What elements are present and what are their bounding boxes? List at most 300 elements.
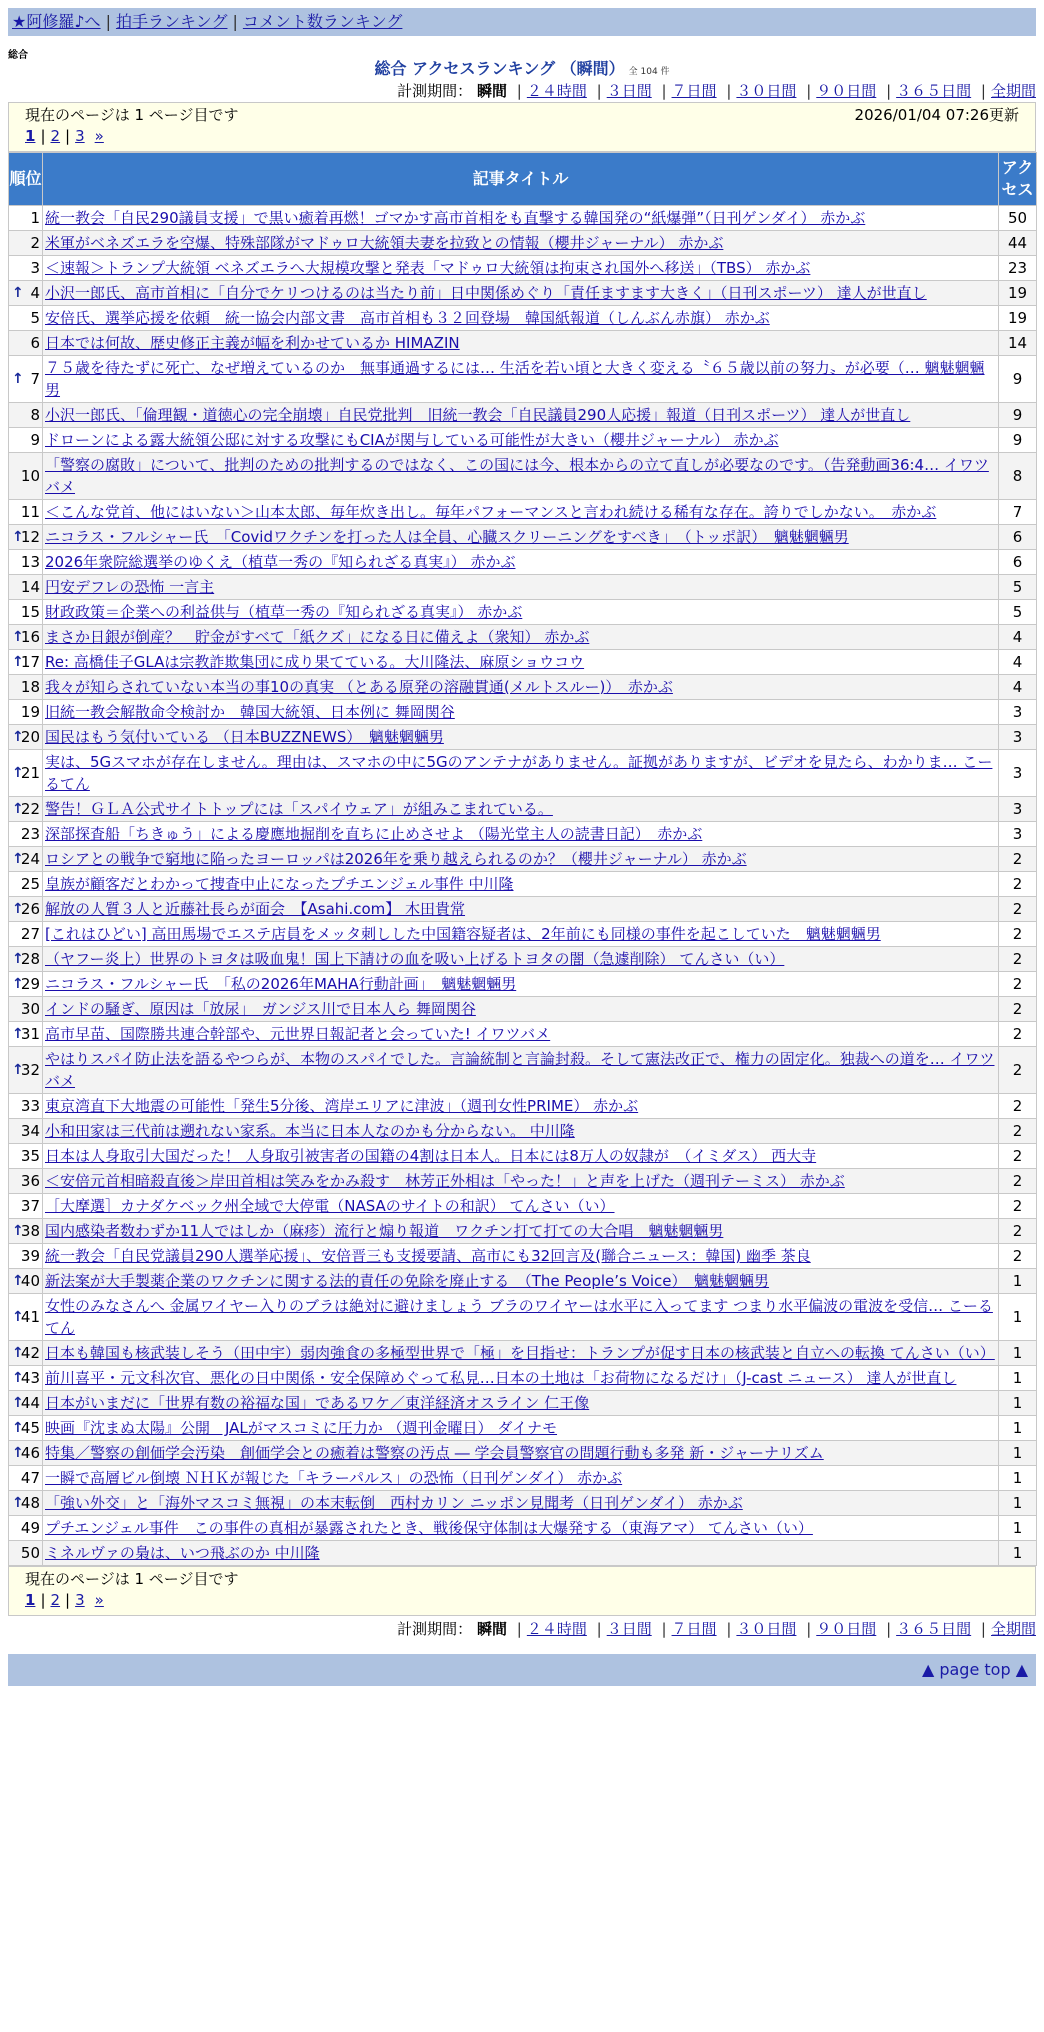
period-link-90d[interactable]: ９０日間: [816, 1620, 877, 1638]
article-title-link[interactable]: ミネルヴァの梟は、いつ飛ぶのか 中川隆: [45, 1544, 320, 1562]
table-row: [9, 1144, 1037, 1169]
table-row: [9, 725, 1037, 750]
table-row: [9, 872, 1037, 897]
page-status: 現在のページは 1 ページ目です: [25, 106, 239, 124]
rank-cell: [9, 1391, 43, 1416]
period-link-all[interactable]: 全期間: [990, 82, 1036, 100]
period-link-365d[interactable]: ３６５日間: [896, 1620, 972, 1638]
access-count: 2: [999, 1094, 1037, 1119]
up-arrow-icon: ↑: [12, 371, 24, 387]
period-link-24h[interactable]: ２４時間: [526, 1620, 587, 1638]
title-cell: [43, 872, 999, 897]
title-cell: [43, 403, 999, 428]
title-cell: [43, 1219, 999, 1244]
title-cell: [43, 600, 999, 625]
article-title-link[interactable]: 日本も韓国も核武装しそう（田中宇）弱肉強食の多極型世界で「極」を目指せ：トランプが促す日本の核武装と自立への転換 てんさい（い）: [45, 1344, 995, 1362]
ranking-body: [9, 206, 1037, 1566]
rank-cell: [9, 897, 43, 922]
access-count: 6: [999, 550, 1037, 575]
article-title-link[interactable]: 映画『沈まぬ太陽』公開 JALがマスコミに圧力か （週刊金曜日） ダイナモ: [45, 1419, 558, 1437]
table-row: [9, 650, 1037, 675]
rank-number: 30: [20, 1000, 40, 1018]
access-count: 2: [999, 972, 1037, 997]
article-title-link[interactable]: 前川喜平・元文科次官、悪化の日中関係・安全保障めぐって私見…日本の土地は「お荷物になるだけ」（J-cast ニュース） 達人が世直し: [45, 1369, 957, 1387]
title-cell: [43, 453, 999, 500]
rank-cell: [9, 1244, 43, 1269]
article-title-link[interactable]: 新法案が大手製薬企業のワクチンに関する法的責任の免除を廃止する （The People’s Voice） 魑魅魍魎男: [45, 1272, 770, 1290]
title-cell: [43, 231, 999, 256]
up-arrow-icon: ↑: [12, 1062, 24, 1078]
rank-cell: [9, 575, 43, 600]
rank-number: 41: [20, 1308, 40, 1326]
title-cell: [43, 1169, 999, 1194]
title-cell: [43, 428, 999, 453]
up-arrow-icon: ↑: [12, 285, 24, 301]
access-count: 1: [999, 1541, 1037, 1566]
access-count: 9: [999, 428, 1037, 453]
article-title-link[interactable]: 我々が知らされていない本当の事10の真実 （とある原発の溶融貫通(メルトスルー)） 赤かぶ: [45, 678, 673, 696]
rank-cell: [9, 331, 43, 356]
rank-number: 43: [20, 1369, 40, 1387]
access-count: 3: [999, 700, 1037, 725]
access-count: 2: [999, 1047, 1037, 1094]
rank-number: 11: [20, 503, 40, 521]
article-title-link[interactable]: プチエンジェル事件 この事件の真相が暴露されたとき、戦後保守体制は大爆発する（東海アマ） てんさい（い）: [45, 1519, 813, 1537]
access-count: 3: [999, 797, 1037, 822]
rank-number: 2: [30, 234, 40, 252]
rank-cell: [9, 356, 43, 403]
table-row: [9, 750, 1037, 797]
title-cell: [43, 1366, 999, 1391]
article-title-link[interactable]: 解放の人質３人と近藤社長らが面会 【Asahi.com】 木田貴常: [45, 900, 466, 918]
article-title-link[interactable]: 統一教会「自民290議員支援」で黒い癒着再燃！ゴマかす高市首相をも直撃する韓国発の“紙爆弾”（日刊ゲンダイ） 赤かぶ: [45, 209, 866, 227]
rank-cell: [9, 1269, 43, 1294]
rank-cell: [9, 1169, 43, 1194]
article-title-link[interactable]: ロシアとの戦争で窮地に陥ったヨーロッパは2026年を乗り越えられるのか？（櫻井ジャーナル） 赤かぶ: [45, 850, 747, 868]
title-cell: [43, 281, 999, 306]
title-cell: [43, 1416, 999, 1441]
access-count: 8: [999, 453, 1037, 500]
article-title-link[interactable]: 円安デフレの恐怖 一言主: [45, 578, 215, 596]
rank-number: 17: [20, 653, 40, 671]
article-title-link[interactable]: 国内感染者数わずか11人ではしか（麻疹）流行と煽り報道 ワクチン打て打ての大合唱 魑魅魍魎男: [45, 1222, 724, 1240]
article-title-link[interactable]: （ヤフー炎上）世界のトヨタは吸血鬼！国上下請けの血を吸い上げるトヨタの闇（急遽削除） てんさい（い）: [45, 950, 785, 968]
access-count: 5: [999, 575, 1037, 600]
article-title-link[interactable]: 小和田家は三代前は遡れない家系。本当に日本人なのかも分からない。 中川隆: [45, 1122, 575, 1140]
rank-number: 45: [20, 1419, 40, 1437]
rank-cell: [9, 281, 43, 306]
access-count: 1: [999, 1466, 1037, 1491]
rank-number: 18: [20, 678, 40, 696]
title-cell: [43, 1341, 999, 1366]
title-cell: [43, 356, 999, 403]
rank-number: 8: [30, 406, 40, 424]
rank-number: 38: [20, 1222, 40, 1240]
total-count: 全 104 件: [628, 67, 670, 77]
period-label: 計測期間：: [397, 82, 473, 100]
article-title-link[interactable]: [これはひどい] 高田馬場でエステ店員をメッタ刺しした中国籍容疑者は、2年前にも同様の事件を起こしていた 魑魅魍魎男: [45, 925, 881, 943]
access-count: 2: [999, 1219, 1037, 1244]
rank-cell: [9, 1516, 43, 1541]
rank-cell: [9, 1491, 43, 1516]
table-row: [9, 600, 1037, 625]
access-count: 1: [999, 1341, 1037, 1366]
access-count: 2: [999, 922, 1037, 947]
rank-number: 40: [20, 1272, 40, 1290]
table-row: [9, 947, 1037, 972]
rank-number: 16: [20, 628, 40, 646]
up-arrow-icon: ↑: [12, 654, 24, 670]
article-title-link[interactable]: ニコラス・フルシャー氏 「私の2026年MAHA行動計画」 魑魅魍魎男: [45, 975, 517, 993]
page-link-1[interactable]: 1: [25, 127, 36, 145]
next-page-link[interactable]: »: [94, 127, 104, 145]
access-count: 1: [999, 1294, 1037, 1341]
title-cell: [43, 822, 999, 847]
table-row: [9, 1194, 1037, 1219]
up-arrow-icon: ↑: [12, 1420, 24, 1436]
period-current: 瞬間: [476, 82, 507, 100]
period-link-7d[interactable]: ７日間: [671, 82, 717, 100]
title-cell: [43, 1144, 999, 1169]
rank-number: 4: [30, 284, 40, 302]
up-arrow-icon: ↑: [12, 901, 24, 917]
rank-cell: [9, 700, 43, 725]
access-count: 23: [999, 256, 1037, 281]
table-row: [9, 575, 1037, 600]
nav-separator: |: [105, 12, 111, 31]
pager-top: 現在のページは 1 ページ目です 2026/01/04 07:26更新 1 | 2 | 3 »: [8, 102, 1036, 152]
access-count: 1: [999, 1491, 1037, 1516]
table-row: [9, 1341, 1037, 1366]
page-top-link[interactable]: ▲ page top ▲: [921, 1660, 1028, 1679]
rank-cell: [9, 1294, 43, 1341]
table-row: [9, 525, 1037, 550]
table-row: [9, 1516, 1037, 1541]
table-row: [9, 453, 1037, 500]
period-link-365d[interactable]: ３６５日間: [896, 82, 972, 100]
period-link-7d[interactable]: ７日間: [671, 1620, 717, 1638]
title-cell: [43, 1194, 999, 1219]
title-cell: [43, 1441, 999, 1466]
article-title-link[interactable]: 日本では何故、歴史修正主義が幅を利かせているか HIMAZIN: [45, 334, 460, 352]
rank-number: 21: [20, 764, 40, 782]
title-cell: [43, 1466, 999, 1491]
rank-cell: [9, 725, 43, 750]
access-count: 3: [999, 750, 1037, 797]
article-title-link[interactable]: 東京湾直下大地震の可能性「発生5分後、湾岸エリアに津波」（週刊女性PRIME） 赤かぶ: [45, 1097, 639, 1115]
rank-cell: [9, 1541, 43, 1566]
article-title-link[interactable]: 米軍がベネズエラを空爆、特殊部隊がマドゥロ大統領夫妻を拉致との情報（櫻井ジャーナル） 赤かぶ: [45, 234, 724, 252]
table-row: [9, 1466, 1037, 1491]
table-row: [9, 206, 1037, 231]
rank-number: 13: [20, 553, 40, 571]
up-arrow-icon: ↑: [12, 629, 24, 645]
access-count: 1: [999, 1269, 1037, 1294]
access-count: 3: [999, 822, 1037, 847]
access-count: 2: [999, 1244, 1037, 1269]
access-count: 1: [999, 1391, 1037, 1416]
rank-number: 37: [20, 1197, 40, 1215]
article-title-link[interactable]: 小沢一郎氏、高市首相に「自分でケリつけるのは当たり前」日中関係めぐり「責任ますます大きく」（日刊スポーツ） 達人が世直し: [45, 284, 927, 302]
table-row: [9, 847, 1037, 872]
title-cell: [43, 797, 999, 822]
access-count: 2: [999, 1119, 1037, 1144]
rank-number: 19: [20, 703, 40, 721]
access-count: 2: [999, 997, 1037, 1022]
title-cell: [43, 650, 999, 675]
period-link-3d[interactable]: ３日間: [606, 1620, 652, 1638]
title-cell: [43, 1491, 999, 1516]
table-row: [9, 625, 1037, 650]
title-cell: [43, 1269, 999, 1294]
title-cell: [43, 1516, 999, 1541]
table-row: [9, 1169, 1037, 1194]
title-cell: [43, 1047, 999, 1094]
rank-cell: [9, 625, 43, 650]
article-title-link[interactable]: ドローンによる露大統領公邸に対する攻撃にもCIAが関与している可能性が大きい（櫻井ジャーナル） 赤かぶ: [45, 431, 779, 449]
access-count: 5: [999, 600, 1037, 625]
rank-number: 31: [20, 1025, 40, 1043]
table-row: [9, 1269, 1037, 1294]
article-title-link[interactable]: 実は、5Gスマホが存在しません。理由は、スマホの中に5Gのアンテナがありません。証拠がありますが、ビデオを見たら、わかりま… こーるてん: [45, 753, 993, 793]
article-title-link[interactable]: インドの騒ぎ、原因は「放尿」 ガンジス川で日本人ら 舞岡関谷: [45, 1000, 476, 1018]
up-arrow-icon: ↑: [12, 1273, 24, 1289]
access-count: 2: [999, 1169, 1037, 1194]
rank-cell: [9, 600, 43, 625]
article-title-link[interactable]: 国民はもう気付いている （日本BUZZNEWS） 魑魅魍魎男: [45, 728, 444, 746]
rank-cell: [9, 675, 43, 700]
rank-cell: [9, 922, 43, 947]
title-cell: [43, 625, 999, 650]
article-title-link[interactable]: 特集／警察の創価学会汚染 創価学会との癒着は警察の汚点 ― 学会員警察官の問題行動も多発 新・ジャーナリズム: [45, 1444, 824, 1462]
access-header: アクセス: [999, 153, 1037, 206]
title-cell: [43, 1244, 999, 1269]
rank-number: 36: [20, 1172, 40, 1190]
article-title-link[interactable]: 女性のみなさんへ 金属ワイヤー入りのブラは絶対に避けましょう ブラのワイヤーは水平に入ってます つまり水平偏波の電波を受信… こーるてん: [45, 1297, 993, 1337]
title-cell: [43, 922, 999, 947]
table-row: [9, 1219, 1037, 1244]
page-link-3[interactable]: 3: [75, 127, 85, 145]
access-count: 2: [999, 872, 1037, 897]
rank-number: 32: [20, 1061, 40, 1079]
title-cell: [43, 675, 999, 700]
home-link[interactable]: ★阿修羅♪へ: [12, 12, 101, 31]
table-row: [9, 922, 1037, 947]
article-title-link[interactable]: 深部探査船「ちきゅう」による慶應地掘削を直ちに止めさせよ （陽光堂主人の読書日記） 赤かぶ: [45, 825, 703, 843]
rank-number: 6: [30, 334, 40, 352]
up-arrow-icon: ↑: [12, 1495, 24, 1511]
rank-cell: [9, 1466, 43, 1491]
table-row: [9, 1119, 1037, 1144]
title-cell: [43, 331, 999, 356]
table-row: [9, 675, 1037, 700]
article-title-link[interactable]: 統一教会「自民党議員290人選挙応援」、安倍晋三も支援要請、高市にも32回言及(聯合ニュース：韓国) 幽季 茶良: [45, 1247, 811, 1265]
table-row: [9, 1491, 1037, 1516]
article-title-link[interactable]: 財政政策＝企業への利益供与（植草一秀の『知られざる真実』） 赤かぶ: [45, 603, 523, 621]
access-count: 50: [999, 206, 1037, 231]
article-title-link[interactable]: 小沢一郎氏、「倫理観・道徳心の完全崩壊」自民党批判 旧統一教会「自民議員290人応援」報道（日刊スポーツ） 達人が世直し: [45, 406, 911, 424]
rank-cell: [9, 947, 43, 972]
rank-number: 5: [30, 309, 40, 327]
access-count: 9: [999, 403, 1037, 428]
table-row: [9, 822, 1037, 847]
table-row: [9, 428, 1037, 453]
comment-ranking-link[interactable]: コメント数ランキング: [242, 12, 403, 31]
title-cell: [43, 700, 999, 725]
article-title-link[interactable]: 「強い外交」と「海外マスコミ無視」の本末転倒 西村カリン ニッポン見聞考（日刊ゲンダイ） 赤かぶ: [45, 1494, 743, 1512]
article-title-link[interactable]: ［大摩選］カナダケベック州全域で大停電（NASAのサイトの和訳） てんさい（い）: [45, 1197, 615, 1215]
page-link-1[interactable]: 1: [25, 1591, 36, 1609]
title-cell: [43, 750, 999, 797]
period-link-90d[interactable]: ９０日間: [816, 82, 877, 100]
table-row: [9, 231, 1037, 256]
period-link-3d[interactable]: ３日間: [606, 82, 652, 100]
table-row: [9, 700, 1037, 725]
page-link-2[interactable]: 2: [50, 1591, 61, 1609]
article-title-link[interactable]: ７５歳を待たずに死亡、なぜ増えているのか 無事通過するには… 生活を若い頃と大きく変える〝６５歳以前の努力〟が必要（… 魑魅魍魎男: [45, 359, 985, 399]
title-cell: [43, 897, 999, 922]
access-count: 19: [999, 306, 1037, 331]
title-cell: [43, 525, 999, 550]
rank-number: 22: [20, 800, 40, 818]
rank-cell: [9, 650, 43, 675]
article-title-link[interactable]: やはりスパイ防止法を語るやつらが、本物のスパイでした。言論統制と言論封殺。そして憲法改正で、権力の固定化。独裁への道を… イワツバメ: [45, 1050, 995, 1090]
period-current: 瞬間: [476, 1620, 507, 1638]
title-header: 記事タイトル: [43, 153, 999, 206]
rank-number: 46: [20, 1444, 40, 1462]
rank-number: 14: [20, 578, 40, 596]
article-title-link[interactable]: ニコラス・フルシャー氏 「Covidワクチンを打った人は全員、心臓スクリーニングをすべき」 （トッポ訳） 魑魅魍魎男: [45, 528, 849, 546]
article-title-link[interactable]: 警告！ＧＬＡ公式サイトトップには「スパイウェア」が組みこまれている。: [45, 800, 553, 818]
table-row: [9, 1441, 1037, 1466]
title-cell: [43, 575, 999, 600]
access-count: 14: [999, 331, 1037, 356]
footer-bar: [8, 1654, 1036, 1686]
title-cell: [43, 947, 999, 972]
article-title-link[interactable]: 「警察の腐敗」について、批判のための批判するのではなく、この国には今、根本からの立て直しが必要なのです。（告発動画36:4… イワツバメ: [45, 456, 989, 496]
article-title-link[interactable]: 日本は人身取引大国だった！ 人身取引被害者の国籍の4割は日本人。日本には8万人の奴隷が （イミダス） 西大寺: [45, 1147, 817, 1165]
article-title-link[interactable]: ＜安倍元首相暗殺直後＞岸田首相は笑みをかみ殺す 林芳正外相は「やった！」と声を上げた（週刊テーミス） 赤かぶ: [45, 1172, 845, 1190]
article-title-link[interactable]: 高市早苗、国際勝共連合幹部や、元世界日報記者と会っていた! イワツバメ: [45, 1025, 551, 1043]
next-page-link[interactable]: »: [94, 1591, 104, 1609]
article-title-link[interactable]: 安倍氏、選挙応援を依頼 統一協会内部文書 高市首相も３２回登場 韓国紙報道（しんぶん赤旗） 赤かぶ: [45, 309, 770, 327]
access-count: 2: [999, 847, 1037, 872]
rank-cell: [9, 847, 43, 872]
period-link-30d[interactable]: ３０日間: [736, 1620, 797, 1638]
rank-cell: [9, 306, 43, 331]
rank-number: 7: [30, 370, 40, 388]
rank-cell: [9, 1194, 43, 1219]
up-arrow-icon: ↑: [12, 765, 24, 781]
title-cell: [43, 725, 999, 750]
article-title-link[interactable]: 旧統一教会解散命令検討か 韓国大統領、日本例に 舞岡関谷: [45, 703, 455, 721]
title-cell: [43, 972, 999, 997]
rank-header: 順位: [9, 153, 43, 206]
table-row: [9, 1094, 1037, 1119]
access-count: 19: [999, 281, 1037, 306]
up-arrow-icon: ↑: [12, 1223, 24, 1239]
article-title-link[interactable]: 2026年衆院総選挙のゆくえ（植草一秀の『知られざる真実』） 赤かぶ: [45, 553, 516, 571]
ranking-table: [8, 152, 1037, 1566]
up-arrow-icon: ↑: [12, 1395, 24, 1411]
period-link-30d[interactable]: ３０日間: [736, 82, 797, 100]
rank-cell: [9, 797, 43, 822]
up-arrow-icon: ↑: [12, 1445, 24, 1461]
rank-number: 39: [20, 1247, 40, 1265]
article-title-link[interactable]: ＜速報＞トランプ大統領 ベネズエラへ大規模攻撃と発表「マドゥロ大統領は拘束され国外へ移送」（TBS） 赤かぶ: [45, 259, 811, 277]
article-title-link[interactable]: まさか日銀が倒産？ 貯金がすべて「紙クズ」になる日に備えよ（衆知） 赤かぶ: [45, 628, 590, 646]
up-arrow-icon: ↑: [12, 976, 24, 992]
article-title-link[interactable]: 皇族が顧客だとわかって捜査中止になったプチエンジェル事件 中川隆: [45, 875, 514, 893]
updated-timestamp: 2026/01/04 07:26更新: [854, 106, 1019, 124]
rank-number: 27: [20, 925, 40, 943]
rank-cell: [9, 1441, 43, 1466]
page-link-2[interactable]: 2: [50, 127, 61, 145]
period-link-all[interactable]: 全期間: [990, 1620, 1036, 1638]
rank-number: 10: [20, 467, 40, 485]
nav-separator: |: [232, 12, 238, 31]
table-row: [9, 1244, 1037, 1269]
rank-number: 34: [20, 1122, 40, 1140]
rank-number: 3: [30, 259, 40, 277]
article-title-link[interactable]: 日本がいまだに「世界有数の裕福な国」であるワケ／東洋経済オスライン 仁王像: [45, 1394, 590, 1412]
access-count: 1: [999, 1516, 1037, 1541]
article-title-link[interactable]: Re: 高橋佳子GLAは宗教詐欺集団に成り果てている。大川隆法、麻原ショウコウ: [45, 653, 585, 671]
access-count: 7: [999, 500, 1037, 525]
up-arrow-icon: ↑: [12, 1370, 24, 1386]
table-row: [9, 306, 1037, 331]
rank-cell: [9, 872, 43, 897]
table-row: [9, 1416, 1037, 1441]
table-row: [9, 356, 1037, 403]
page-link-3[interactable]: 3: [75, 1591, 85, 1609]
access-count: 3: [999, 725, 1037, 750]
period-selector-bottom: 計測期間： 瞬間 | ２４時間 | ３日間 | ７日間 | ３０日間 | ９０日間 | ３６５日間 | 全期間: [397, 1620, 1036, 1638]
period-link-24h[interactable]: ２４時間: [526, 82, 587, 100]
rank-number: 48: [20, 1494, 40, 1512]
applause-ranking-link[interactable]: 拍手ランキング: [115, 12, 228, 31]
article-title-link[interactable]: ＜こんな党首、他にはいない＞山本太郎、毎年炊き出し。毎年パフォーマンスと言われ続ける稀有な存在。誇りでしかない。 赤かぶ: [45, 503, 937, 521]
access-count: 9: [999, 356, 1037, 403]
rank-number: 33: [20, 1097, 40, 1115]
ranking-title-row: [8, 58, 1036, 80]
rank-cell: [9, 550, 43, 575]
table-row: [9, 550, 1037, 575]
table-row: [9, 281, 1037, 306]
rank-number: 15: [20, 603, 40, 621]
article-title-link[interactable]: 一瞬で高層ビル倒壊 ＮＨＫが報じた「キラーパルス」の恐怖（日刊ゲンダイ） 赤かぶ: [45, 1469, 623, 1487]
rank-number: 29: [20, 975, 40, 993]
rank-number: 9: [30, 431, 40, 449]
title-cell: [43, 206, 999, 231]
top-nav-bar: [8, 8, 1036, 36]
rank-cell: [9, 1094, 43, 1119]
access-count: 2: [999, 1194, 1037, 1219]
table-row: [9, 256, 1037, 281]
access-count: 6: [999, 525, 1037, 550]
rank-number: 35: [20, 1147, 40, 1165]
title-cell: [43, 997, 999, 1022]
title-cell: [43, 256, 999, 281]
rank-cell: [9, 1047, 43, 1094]
rank-cell: [9, 1119, 43, 1144]
title-cell: [43, 306, 999, 331]
period-label: 計測期間：: [397, 1620, 473, 1638]
access-count: 44: [999, 231, 1037, 256]
rank-cell: [9, 1366, 43, 1391]
rank-number: 12: [20, 528, 40, 546]
table-row: [9, 1391, 1037, 1416]
